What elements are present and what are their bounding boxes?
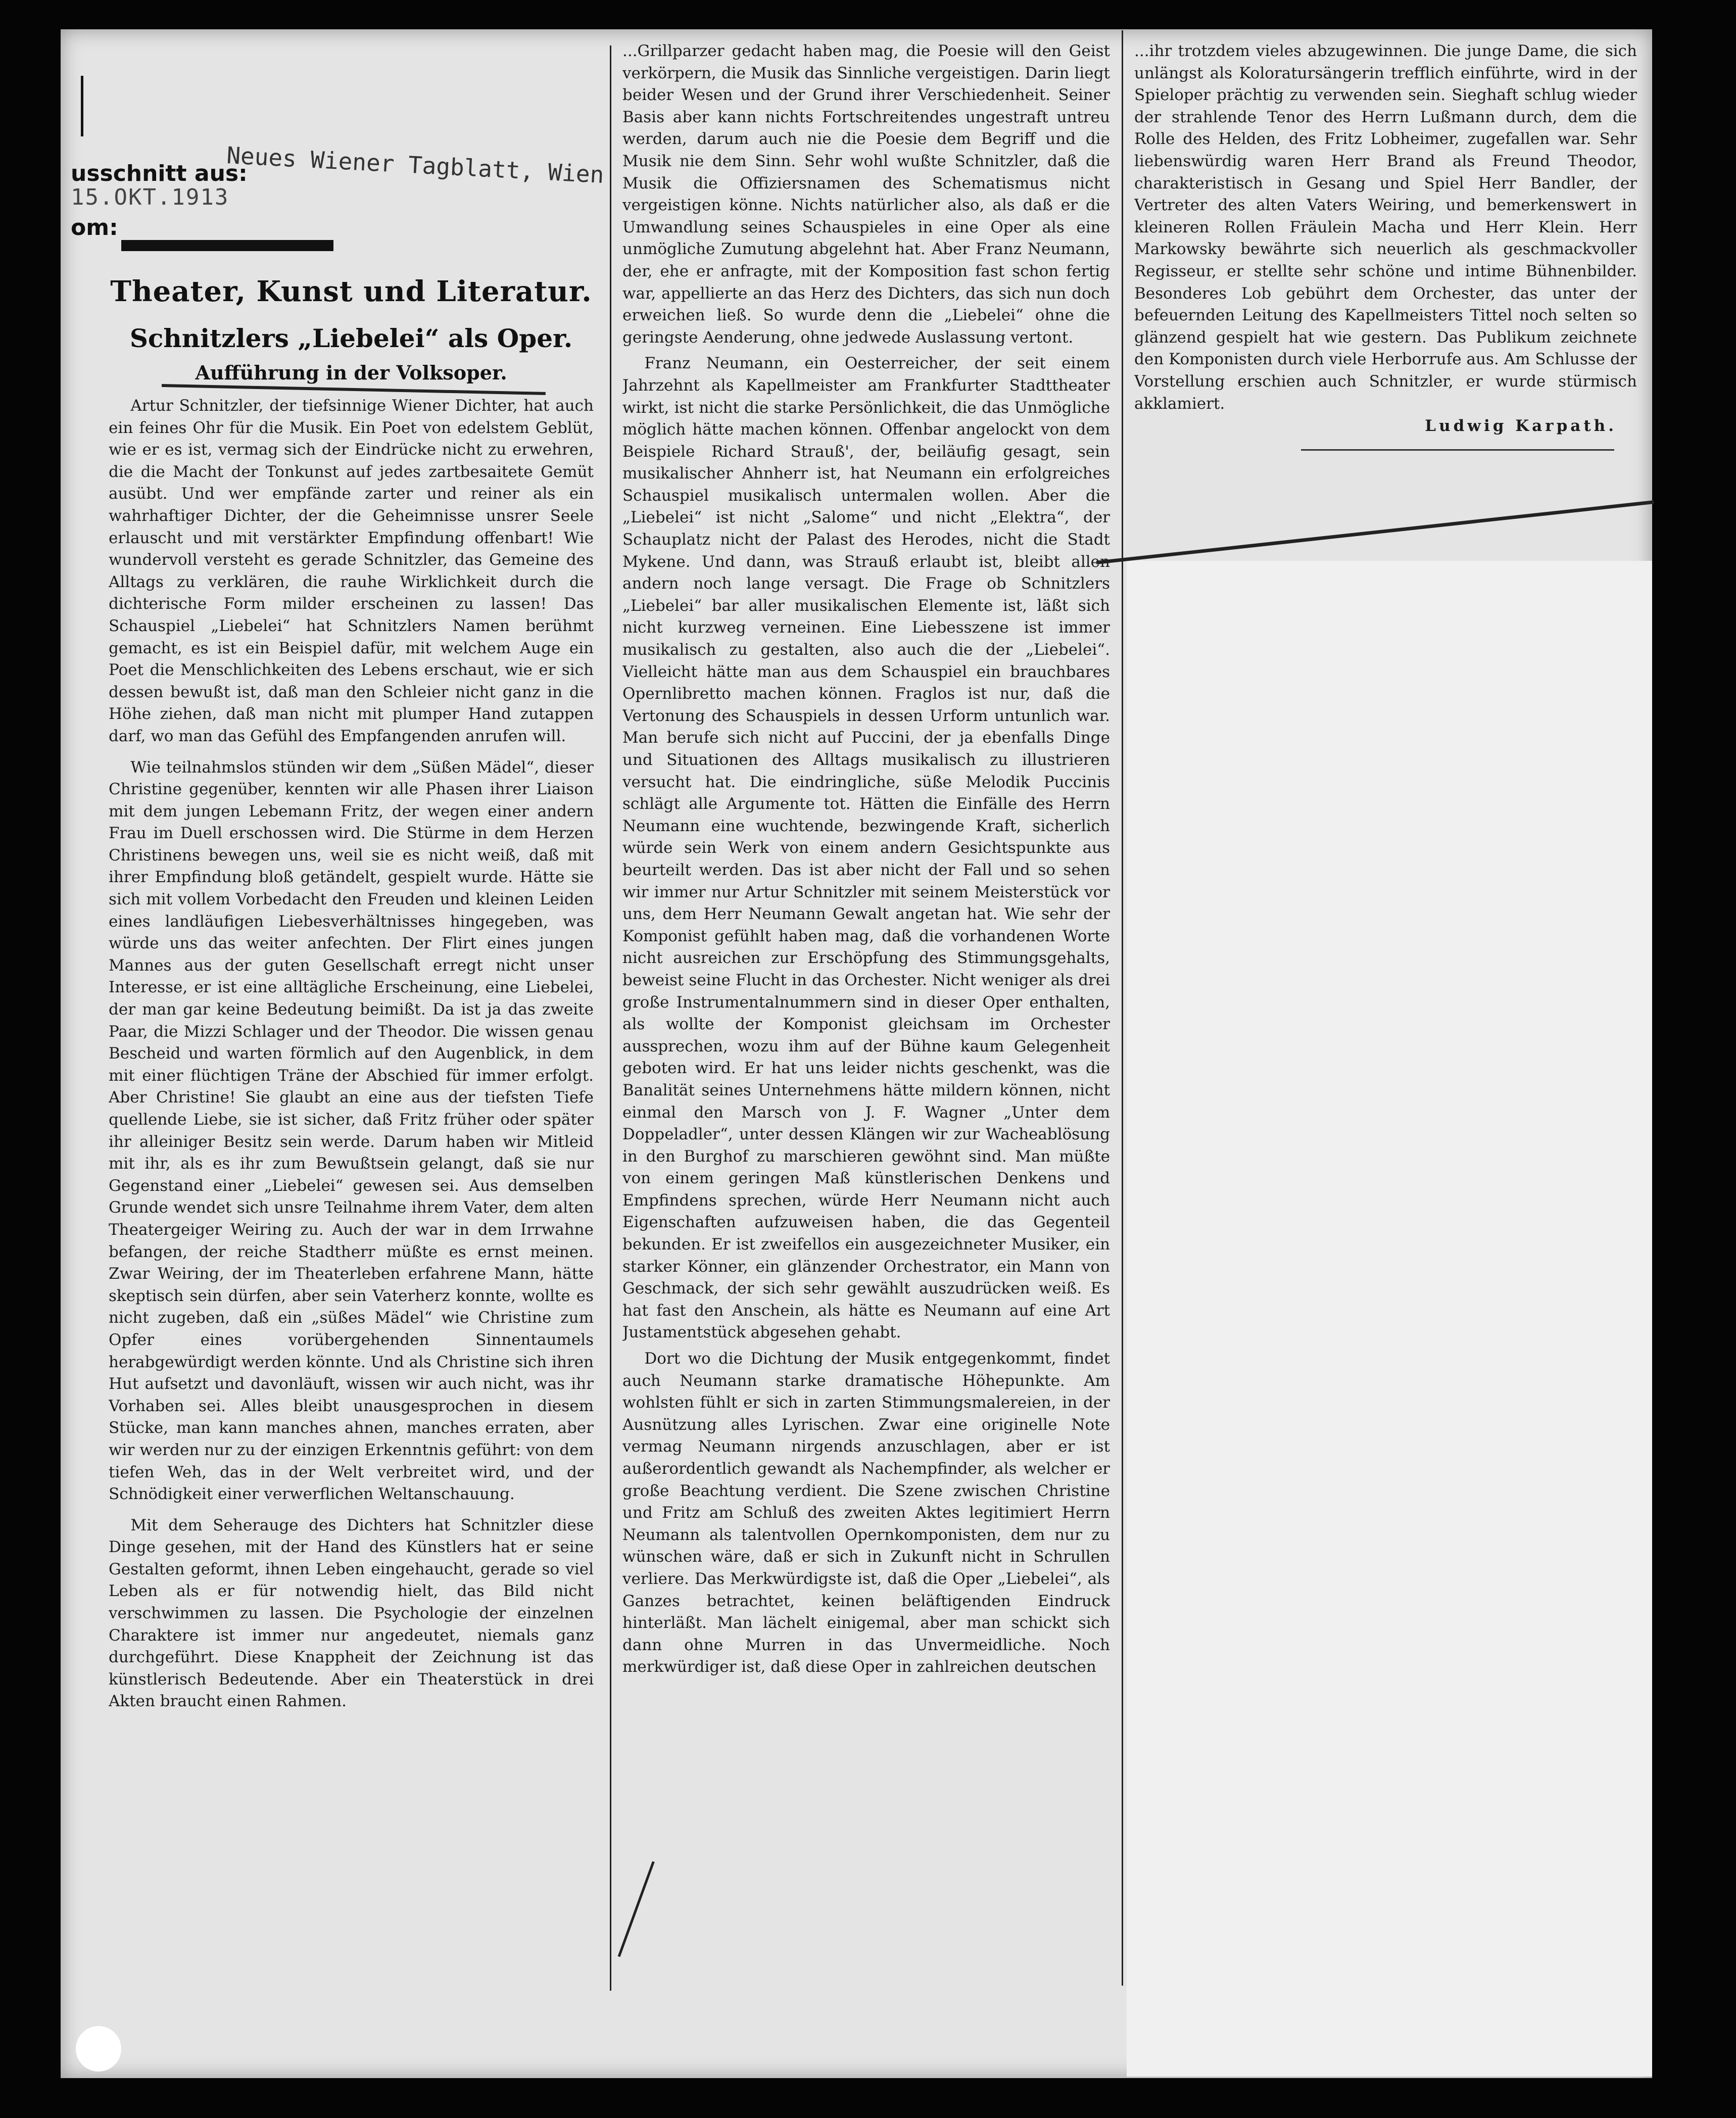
- paper-blemish: [76, 2026, 121, 2072]
- end-rule: [1301, 449, 1614, 451]
- author-signature: Ludwig Karpath.: [1425, 417, 1617, 436]
- source-publication: Neues Wiener Tagblatt, Wien: [226, 141, 605, 189]
- article-column-1: [109, 273, 594, 2001]
- clipping-label-from: usschnitt aus:: [71, 161, 248, 186]
- paragraph: Dort wo die Dichtung der Musik entgegenkommt, findet auch Neumann starke dramatische Höhepunkte. Am wohlsten fühlt er sich in zarten Stimmungsmalereien, in der Ausnützung alles Lyrischen. Zwar eine originelle Note vermag Neumann nirgends anzuschlagen, aber er ist außerordentlich gewandt als Nachempfinder, als welcher er große Beachtung verdient. Die Szene zwischen Christine und Fritz am Schluß des zweiten Aktes legitimiert Herrn Neumann als talentvollen Opernkomponisten, dem nur zu wünschen wäre, daß er sich in Zukunft nicht in Schrullen verliere. Das Merkwürdigste ist, daß die Oper „Liebelei“, als Ganzes betrachtet, keinen beläftigenden Eindruck hinterläßt. Man lächelt einigemal, aber man schickt sich dann ohne Murren in das Unvermeidliche. Noch merkwürdiger ist, daß diese Oper in zahlreichen deutschen: [622, 1350, 1110, 1676]
- top-corner-mark: [81, 76, 83, 136]
- article-column-2: [622, 40, 1110, 1996]
- column-divider-1: [610, 45, 611, 1991]
- column-divider-2: [1122, 30, 1123, 1986]
- article-column-3: [1134, 40, 1637, 546]
- paragraph: Wie teilnahmslos stünden wir dem „Süßen Mädel“, dieser Christine gegenüber, kennten wir alle Phasen ihrer Liaison mit dem jungen Lebemann Fritz, der wegen einer andern Frau im Duell erschossen wird. Die Stürme in dem Herzen Christinens bewegen uns, weil sie es nicht weiß, daß mit ihrer Empfindung bloß getändelt, gespielt wurde. Hätte sie sich mit vollem Vorbedacht den Freuden und kleinen Leiden eines landläufigen Liebesverhältnisses hingegeben, was würde uns das weiter anfechten. Der Flirt eines jungen Mannes aus der guten Gesellschaft erregt nicht unser Interesse, er ist eine alltägliche Erscheinung, eine Liebelei, der man gar keine Bedeutung beimißt. Da ist ja das zweite Paar, die Mizzi Schlager und der Theodor. Die wissen genau Bescheid und warten förmlich auf den Augenblick, in dem mit einer flüchtigen Träne der Abschied für immer erfolgt. Aber Christine! Sie glaubt an eine aus der tiefsten Tiefe quellende Liebe, sie ist sicher, daß Fritz früher oder später ihr alleiniger Besitz sein werde. Darum haben wir Mitleid mit ihr, als es ihr zum Bewußtsein gelangt, daß sie nur Gegenstand einer „Liebelei“ gewesen sei. Aus demselben Grunde wendet sich unsre Teilnahme ihrem Vater, dem alten Theatergeiger Weiring zu. Auch der war in dem Irrwahne befangen, der reiche Stadtherr müßte es ernst meinen. Zwar Weiring, der im Theaterleben erfahrene Mann, hätte skeptisch sein dürfen, aber sein Vaterherz konnte, wollte es nicht zugeben, daß ein „süßes Mädel“ wie Christine zum Opfer eines vorübergehenden Sinnentaumels herabgewürdigt werden könnte. Und als Christine sich ihren Hut aufsetzt und davonläuft, wissen wir auch nicht, was ihr Vorhaben sei. Alles bleibt unausgesprochen in diesem Stücke, man kann manches ahnen, manches erraten, aber wir werden nur zu der einzigen Erkenntnis geführt: von dem tiefen Weh, das in der Welt verbreitet wird, und der Schnödigkeit einer verwerflichen Weltanschauung.: [109, 758, 594, 1504]
- paragraph: Mit dem Seherauge des Dichters hat Schnitzler diese Dinge gesehen, mit der Hand des Künstlers hat er seine Gestalten geformt, ihnen Leben eingehaucht, gerade so viel Leben als er für notwendig hielt, das Bild nicht verschwimmen zu lassen. Die Psychologie der einzelnen Charaktere ist immer nur angedeutet, niemals ganz durchgeführt. Diese Knappheit der Zeichnung ist das künstlerisch Bedeutende. Aber ein Theaterstück in drei Akten braucht einen Rahmen.: [109, 1516, 594, 1711]
- paragraph: Franz Neumann, ein Oesterreicher, der seit einem Jahrzehnt als Kapellmeister am Frankfurter Stadttheater wirkt, ist nicht die starke Persönlichkeit, die das Unmögliche möglich hätte machen können. Offenbar angelockt von dem Beispiele Richard Strauß', der, beiläufig gesagt, sein musikalischer Ahnherr ist, hat Neumann ein erfolgreiches Schauspiel musikalisch untermalen wollen. Aber die „Liebelei“ ist nicht „Salome“ und nicht „Elektra“, der Schauplatz nicht der Palast des Herodes, nicht die Stadt Mykene. Und dann, was Strauß erlaubt ist, bleibt allen andern noch lange versagt. Die Frage ob Schnitzlers „Liebelei“ bar aller musikalischen Elemente ist, läßt sich nicht kurzweg verneinen. Eine Liebesszene ist immer musikalisch zu gestalten, also auch die der „Liebelei“. Vielleicht hätte man aus dem Schauspiel ein brauchbares Opernlibretto machen können. Fraglos ist nur, daß die Vertonung des Schauspiels in dessen Urform untunlich war. Man berufe sich nicht auf Puccini, der ja ebenfalls Dinge und Situationen des Alltags musikalisch zu illustrieren versucht hat. Die eindringliche, süße Melodik Puccinis schlägt alle Argumente tot. Hätten die Einfälle des Herrn Neumann eine wuchtende, bezwingende Kraft, sicherlich würde sein Werk von einem andern Gesichtspunkte aus beurteilt werden. Das ist aber nicht der Fall und so sehen wir immer nur Artur Schnitzler mit seinem Meisterstück vor uns, dem Herr Neumann Gewalt angetan hat. Wie sehr der Komponist gefühlt haben mag, daß die vorhandenen Worte nicht ausreichen zur Erschöpfung des Stimmungsgehalts, beweist seine Flucht in das Orchester. Nicht weniger als drei große Instrumentalnummern sind in dieser Oper enthalten, als wollte der Komponist gleichsam im Orchester aussprechen, wozu ihm auf der Bühne kaum Gelegenheit geboten wird. Er hat uns leider nichts geschenkt, was die Banalität seines Unternehmens hätte mildern können, nicht einmal den Marsch von J. F. Wagner „Unter dem Doppeladler“, unter dessen Klängen wir zur Wacheablösung in den Burghof zu marschieren gewöhnt sind. Man müßte von einem geringen Maß künstlerischen Denkens und Empfindens sprechen, würde Herr Neumann nicht auch Eigenschaften aufzuweisen haben, die das Gegenteil bekunden. Er ist zweifellos ein ausgezeichneter Musiker, ein starker Könner, ein glänzender Orchestrator, ein Mann von Geschmack, der sich sehr gewählt auszudrücken weiß. Es hat fast den Anschein, als hätte es Neumann auf eine Art Justamentstück abgesehen gehabt.: [622, 354, 1110, 1342]
- clipping-date: 15.OKT.1913: [71, 184, 229, 210]
- blank-mount-area: [1127, 561, 1652, 2077]
- clipping-label-vom: om:: [71, 215, 118, 240]
- paragraph: ...Grillparzer gedacht haben mag, die Poesie will den Geist verkörpern, die Musik das Sinnliche vergeistigen. Darin liegt beider Wesen und der Grund ihrer Verschiedenheit. Seiner Basis aber kann nichts Fortschreitendes ungestraft untreu werden, darum auch nie die Poesie dem Begriff und die Musik nie dem Sinn. Sehr wohl wußte Schnitzler, daß die Musik die Offiziersnamen des Schematismus nicht vergeistigen könne. Nichts natürlicher also, als daß er die Umwandlung seines Schauspieles in eine Oper als eine unmögliche Zumutung abgelehnt hat. Aber Franz Neumann, der, ehe er anfragte, mit der Komposition fast schon fertig war, appellierte an das Herz des Dichters, das sich nun doch erweichen ließ. So wurde denn die „Liebelei“ ohne die geringste Aenderung, ohne jedwede Auslassung vertont.: [622, 42, 1110, 347]
- stamp-underline: [121, 240, 333, 251]
- section-heading: Theater, Kunst und Literatur.: [110, 275, 592, 308]
- paragraph: Artur Schnitzler, der tiefsinnige Wiener Dichter, hat auch ein feines Ohr für die Musik. Ein Poet von edelstem Geblüt, wie er es ist, vermag sich der Eindrücke nicht zu erwehren, die die Macht der Tonkunst auf jedes zartbesaitete Gemüt ausübt. Und wer empfände zarter und reiner als ein wahrhaftiger Dichter, der die Geheimnisse unsrer Seele erlauscht und mit verstärkter Empfindung offenbart! Wie wundervoll versteht es gerade Schnitzler, das Gemeine des Alltags zu verklären, die rauhe Wirklichkeit durch die dichterische Form milder erscheinen zu lassen! Das Schauspiel „Liebelei“ hat Schnitzlers Namen berühmt gemacht, es ist ein Beispiel dafür, mit welchem Auge ein Poet die Menschlichkeiten des Lebens erschaut, wie er sich dessen bewußt ist, daß man den Schleier nicht ganz in die Höhe ziehen, daß man nicht mit plumper Hand zutappen darf, wo man das Gefühl des Empfangenden anrufen will.: [109, 397, 594, 745]
- paragraph: ...ihr trotzdem vieles abzugewinnen. Die junge Dame, die sich unlängst als Koloratursängerin trefflich einführte, wird in der Spieloper prächtig zu verwenden sein. Sieghaft schlug wieder der strahlende Tenor des Herrn Lußmann durch, dem die Rolle des Helden, des Fritz Lobheimer, zugefallen war. Sehr liebenswürdig waren Herr Brand als Freund Theodor, charakteristisch in Gesang und Spiel Herr Bandler, der Vertreter des alten Vaters Weiring, und bemerkenswert in kleineren Rollen Fräulein Macha und Herr Klein. Herr Markowsky bewährte sich neuerlich als geschmackvoller Regisseur, er stellte sehr schöne und intime Bühnenbilder. Besonderes Lob gebührt dem Orchester, das unter der befeuernden Leitung des Kapellmeisters Tittel noch selten so glänzend gespielt hat wie gestern. Das Publikum zeichnete den Komponisten durch viele Herborrufe aus. Am Schlusse der Vorstellung erschien auch Schnitzler, er wurde stürmisch akklamiert.: [1134, 42, 1637, 413]
- article-subtitle: Aufführung in der Volksoper.: [195, 361, 507, 384]
- article-title: Schnitzlers „Liebelei“ als Oper.: [129, 323, 573, 353]
